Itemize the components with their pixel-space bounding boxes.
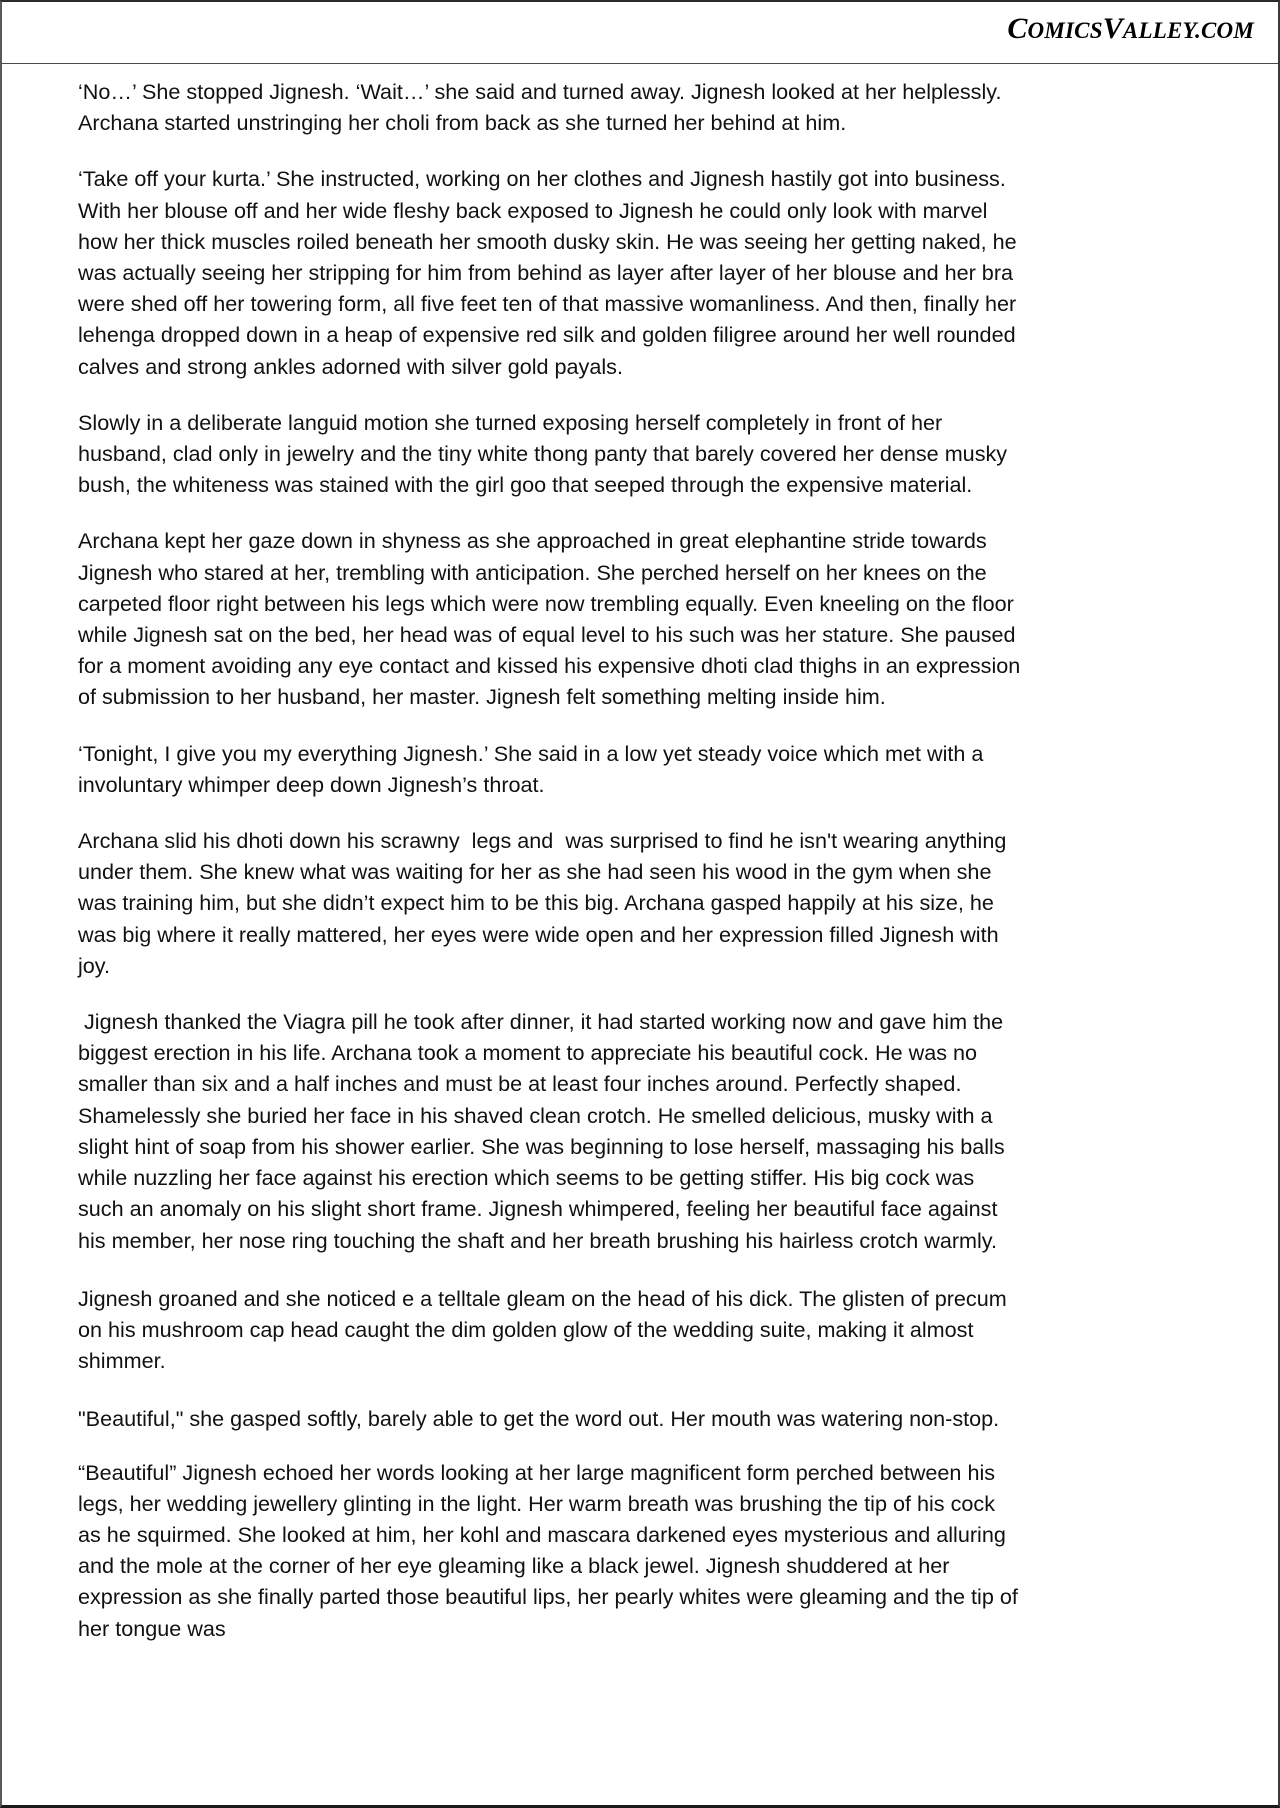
paragraph: Jignesh groaned and she noticed e a telltale gleam on the head of his dick. The glisten of precum on his mushroom cap head caught the dim golden glow of the wedding suite, making it almost shimmer. — [78, 1285, 1013, 1374]
story-text-body — [78, 76, 1027, 1669]
comicsvalley-watermark — [1007, 12, 1254, 46]
paragraph: Slowly in a deliberate languid motion she turned exposing herself completely in front of her husband, clad only in jewelry and the tiny white thong panty that barely covered her dense musky bush, the whiteness was stained with the girl goo that seeped through the expensive material. — [78, 409, 1014, 498]
watermark-alley: ALLEY — [1122, 18, 1196, 43]
paragraph: "Beautiful," she gasped softly, barely able to get the word out. Her mouth was watering non-stop. — [78, 1406, 1000, 1432]
paragraph: Archana kept her gaze down in shyness as she approached in great elephantine stride towards Jignesh who stared at her, trembling with anticipation. She perched herself on her knees on the carpeted floor right between his legs which were now trembling equally. Even kneeling on the floor while Jignesh sat on the bed, her head was of equal level to his such was her stature. She paused for a moment avoiding any eye contact and kissed his expensive dhoti clad thighs in an expression of submission to her husband, her master. Jignesh felt something melting inside him. — [78, 528, 1027, 710]
watermark-omics: OMICS — [1027, 18, 1103, 43]
paragraph: ‘Take off your kurta.’ She instructed, working on her clothes and Jignesh hastily got into business. With her blouse off and her wide fleshy back exposed to Jignesh he could only look with marvel how her thick muscles roiled beneath her smooth dusky skin. He was seeing her getting naked, he was actually seeing her stripping for him from behind as layer after layer of her blouse and her bra were shed off her towering form, all five feet ten of that massive womanliness. And then, finally her lehenga dropped down in a heap of expensive red silk and golden filigree around her well rounded calves and strong ankles adorned with silver gold payals. — [78, 166, 1023, 379]
paragraph: “Beautiful” Jignesh echoed her words looking at her large magnificent form perched between his legs, her wedding jewellery glinting in the light. Her warm breath was brushing the tip of his cock as he squirmed. She looked at him, her kohl and mascara darkened eyes mysterious and alluring and the mole at the corner of her eye gleaming like a black jewel. Jignesh shuddered at her expression as she finally parted those beautiful lips, her pearly whites were gleaming and the tip of her tongue was — [78, 1459, 1024, 1641]
paragraph: ‘Tonight, I give you my everything Jignesh.’ She said in a low yet steady voice which met with a involuntary whimper deep down Jignesh’s throat. — [78, 740, 990, 797]
watermark-letter-c: C — [1007, 12, 1028, 45]
paragraph: Jignesh thanked the Viagra pill he took after dinner, it had started working now and gave him the biggest erection in his life. Archana took a moment to appreciate his beautiful cock. He was no smaller than six and a half inches and must be at least four inches around. Perfectly shaped. Shamelessly she buried her face in his shaved clean crotch. He smelled delicious, musky with a slight hint of soap from his shower earlier. She was beginning to lose herself, massaging his balls while nuzzling her face against his erection which seems to be getting stiffer. His big cock was such an anomaly on his slight short frame. Jignesh whimpered, feeling her beautiful face against his member, her nose ring touching the shaft and her breath brushing his hairless crotch warmly. — [78, 1009, 1011, 1253]
watermark-letter-v: V — [1102, 12, 1123, 45]
paragraph: Archana slid his dhoti down his scrawny legs and was surprised to find he isn't wearing anything under them. She knew what was waiting for her as she had seen his wood in the gym when she was training him, but she didn’t expect him to be this big. Archana gasped happily at his size, he was big where it really mattered, her eyes were wide open and her expression filled Jignesh with joy. — [78, 828, 1013, 978]
header-watermark-bar — [2, 2, 1278, 64]
paragraph: ‘No…’ She stopped Jignesh. ‘Wait…’ she said and turned away. Jignesh looked at her helplessly. Archana started unstringing her choli from back as she turned her behind at him. — [78, 79, 1007, 136]
watermark-dotcom: .COM — [1195, 18, 1254, 43]
